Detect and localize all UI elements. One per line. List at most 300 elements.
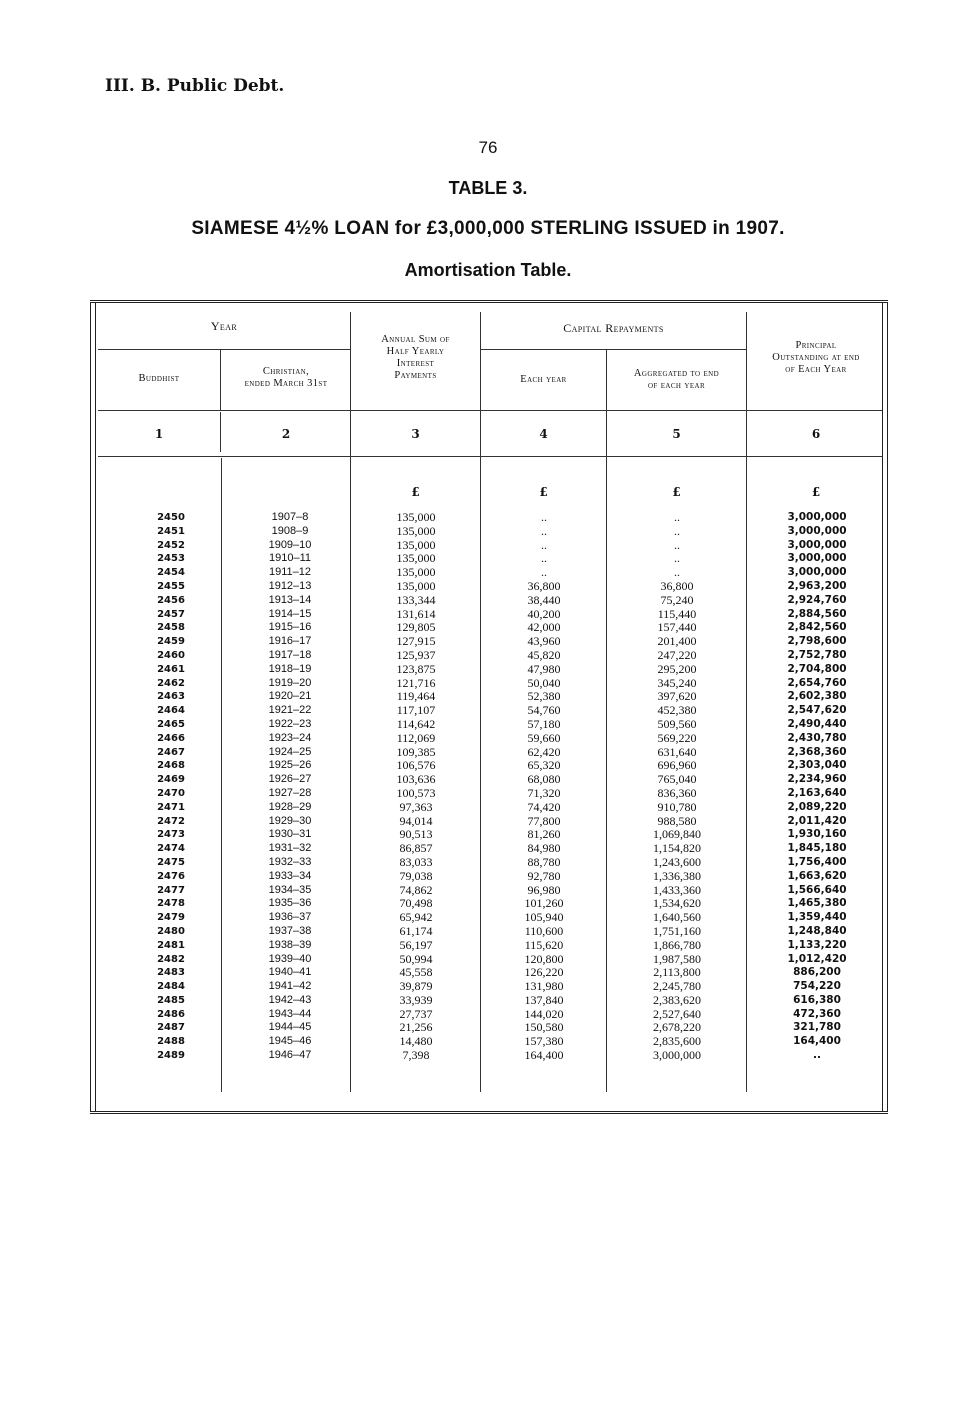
- principal-outstanding-cell: 2,011,420: [787, 814, 847, 827]
- principal-outstanding-cell: 2,490,440: [787, 717, 847, 730]
- repayment-aggregated-cell: 36,800: [660, 578, 694, 593]
- repayment-each-year-cell: 137,840: [524, 992, 564, 1007]
- interest-payment-cell: 106,576: [396, 758, 436, 773]
- currency-unit: £: [672, 485, 681, 499]
- repayment-aggregated-cell: 2,527,640: [653, 1006, 701, 1021]
- buddhist-year-cell: 2468: [157, 760, 185, 772]
- repayment-aggregated-cell: 157,440: [657, 620, 697, 635]
- repayment-aggregated-cell: ..: [674, 510, 680, 524]
- interest-payment-cell: 14,480: [399, 1034, 433, 1049]
- repayment-each-year-cell: 57,180: [527, 716, 561, 731]
- table-body: [90, 511, 888, 1063]
- table-row: [90, 608, 888, 622]
- christian-year-cell: 1927–28: [268, 786, 312, 799]
- interest-payment-cell: 123,875: [396, 661, 436, 676]
- interest-payment-cell: 117,107: [396, 703, 436, 718]
- interest-payment-cell: 135,000: [396, 523, 436, 538]
- header-interest-line4: Payments: [394, 370, 437, 381]
- interest-payment-cell: 133,344: [396, 592, 436, 607]
- repayment-each-year-cell: 126,220: [524, 965, 564, 980]
- table-row: [90, 1021, 888, 1035]
- interest-payment-cell: 79,038: [399, 868, 433, 883]
- repayment-aggregated-cell: 910,780: [657, 799, 697, 814]
- table-row: [90, 718, 888, 732]
- table-row: [90, 663, 888, 677]
- interest-payment-cell: 65,942: [399, 910, 433, 925]
- page-number: 76: [478, 138, 498, 157]
- buddhist-year-cell: 2452: [157, 539, 185, 551]
- table-subtitle: Amortisation Table.: [404, 260, 572, 280]
- buddhist-year-cell: 2453: [157, 553, 185, 565]
- interest-payment-cell: 27,737: [399, 1006, 433, 1021]
- christian-year-cell: 1932–33: [268, 855, 312, 868]
- buddhist-year-cell: 2487: [157, 1022, 185, 1034]
- principal-outstanding-cell: 1,756,400: [787, 855, 847, 868]
- repayment-each-year-cell: 96,980: [527, 882, 561, 897]
- repayment-aggregated-cell: 1,987,580: [653, 951, 701, 966]
- table-row: [90, 580, 888, 594]
- christian-year-cell: 1921–22: [268, 704, 312, 717]
- buddhist-year-cell: 2458: [157, 622, 185, 634]
- christian-year-cell: 1934–35: [268, 883, 312, 896]
- interest-payment-cell: 45,558: [399, 965, 433, 980]
- buddhist-year-cell: 2466: [157, 732, 185, 744]
- principal-outstanding-cell: 886,200: [793, 966, 841, 979]
- table-row: [90, 953, 888, 967]
- principal-outstanding-cell: 1,663,620: [787, 869, 847, 882]
- buddhist-year-cell: 2478: [157, 898, 185, 910]
- repayment-aggregated-cell: ..: [674, 537, 680, 552]
- christian-year-cell: 1930–31: [268, 828, 312, 841]
- table-row: [90, 552, 888, 566]
- buddhist-year-cell: 2460: [157, 649, 185, 661]
- principal-outstanding-cell: 616,380: [793, 993, 841, 1006]
- repayment-aggregated-cell: 1,336,380: [653, 868, 701, 883]
- repayment-each-year-cell: 115,620: [524, 937, 564, 952]
- interest-payment-cell: 33,939: [399, 992, 433, 1007]
- header-aggregated: [607, 368, 746, 392]
- buddhist-year-cell: 2469: [157, 774, 185, 786]
- header-christian: [222, 366, 350, 390]
- principal-outstanding-cell: 1,566,640: [787, 883, 847, 896]
- buddhist-year-cell: 2470: [157, 787, 185, 799]
- repayment-each-year-cell: ..: [541, 551, 547, 566]
- interest-payment-cell: 83,033: [399, 854, 433, 869]
- christian-year-cell: 1908–9: [271, 524, 309, 537]
- interest-payment-cell: 131,614: [396, 606, 436, 621]
- christian-year-cell: 1917–18: [268, 648, 312, 661]
- interest-payment-cell: 97,363: [399, 799, 433, 814]
- buddhist-year-cell: 2477: [157, 884, 185, 896]
- interest-payment-cell: 127,915: [396, 634, 436, 649]
- header-year: Year: [210, 319, 238, 333]
- interest-payment-cell: 39,879: [399, 979, 433, 994]
- interest-payment-cell: 135,000: [396, 537, 436, 552]
- principal-outstanding-cell: 2,654,760: [787, 676, 847, 689]
- repayment-each-year-cell: 88,780: [527, 854, 561, 869]
- repayment-each-year-cell: 45,820: [527, 647, 561, 662]
- principal-outstanding-cell: 1,133,220: [787, 938, 847, 951]
- interest-payment-cell: 135,000: [396, 578, 436, 593]
- principal-outstanding-cell: 2,163,640: [787, 786, 847, 799]
- repayment-each-year-cell: 71,320: [527, 785, 561, 800]
- principal-outstanding-cell: 2,234,960: [787, 773, 847, 786]
- buddhist-year-cell: 2451: [157, 525, 185, 537]
- table-row: [90, 773, 888, 787]
- christian-year-cell: 1938–39: [268, 938, 312, 951]
- christian-year-cell: 1944–45: [268, 1021, 312, 1034]
- repayment-aggregated-cell: 696,960: [657, 758, 697, 773]
- principal-outstanding-cell: 2,798,600: [787, 635, 847, 648]
- repayment-each-year-cell: 68,080: [527, 772, 561, 787]
- repayment-aggregated-cell: 201,400: [657, 634, 697, 649]
- header-principal-line1: Principal: [795, 340, 837, 351]
- buddhist-year-cell: 2473: [157, 829, 185, 841]
- header-principal-line2: Outstanding at end: [772, 352, 860, 363]
- table-row: [90, 594, 888, 608]
- column-number: 1: [154, 427, 164, 441]
- buddhist-year-cell: 2459: [157, 636, 185, 648]
- principal-outstanding-cell: 2,704,800: [787, 662, 847, 675]
- interest-payment-cell: 112,069: [396, 730, 436, 745]
- interest-payment-cell: 125,937: [396, 647, 436, 662]
- buddhist-year-cell: 2454: [157, 567, 185, 579]
- repayment-each-year-cell: 101,260: [524, 896, 564, 911]
- interest-payment-cell: 7,398: [402, 1048, 430, 1063]
- principal-outstanding-cell: 3,000,000: [787, 511, 847, 523]
- repayment-aggregated-cell: 1,866,780: [653, 937, 701, 952]
- repayment-aggregated-cell: 569,220: [657, 730, 697, 745]
- header-rule: [98, 349, 350, 350]
- buddhist-year-cell: 2484: [157, 981, 185, 993]
- buddhist-year-cell: 2476: [157, 870, 185, 882]
- repayment-aggregated-cell: 631,640: [657, 744, 697, 759]
- header-interest: [351, 334, 480, 382]
- repayment-aggregated-cell: 247,220: [657, 647, 697, 662]
- repayment-aggregated-cell: 115,440: [657, 606, 697, 621]
- repayment-each-year-cell: 150,580: [524, 1020, 564, 1035]
- buddhist-year-cell: 2479: [157, 912, 185, 924]
- christian-year-cell: 1924–25: [268, 745, 312, 758]
- buddhist-year-cell: 2481: [157, 939, 185, 951]
- repayment-aggregated-cell: 1,243,600: [653, 854, 701, 869]
- table-row: [90, 897, 888, 911]
- column-number: 2: [281, 427, 291, 441]
- header-christian-line1: Christian,: [262, 366, 310, 377]
- table-row: [90, 842, 888, 856]
- interest-payment-cell: 70,498: [399, 896, 433, 911]
- principal-outstanding-cell: 3,000,000: [787, 552, 847, 565]
- repayment-each-year-cell: ..: [541, 510, 547, 524]
- principal-outstanding-cell: 321,780: [793, 1021, 841, 1034]
- table-row: [90, 511, 888, 525]
- table-row: [90, 856, 888, 870]
- repayment-each-year-cell: 81,260: [527, 827, 561, 842]
- principal-outstanding-cell: 2,963,200: [787, 579, 847, 592]
- repayment-each-year-cell: 40,200: [527, 606, 561, 621]
- christian-year-cell: 1933–34: [268, 869, 312, 882]
- table-row: [90, 801, 888, 815]
- interest-payment-cell: 121,716: [396, 675, 436, 690]
- buddhist-year-cell: 2457: [157, 608, 185, 620]
- repayment-each-year-cell: 50,040: [527, 675, 561, 690]
- interest-payment-cell: 135,000: [396, 551, 436, 566]
- christian-year-cell: 1909–10: [268, 538, 312, 551]
- table-row: [90, 939, 888, 953]
- repayment-aggregated-cell: 1,069,840: [653, 827, 701, 842]
- header-capital-repayments: Capital Repayments: [563, 321, 664, 335]
- interest-payment-cell: 56,197: [399, 937, 433, 952]
- buddhist-year-cell: 2480: [157, 925, 185, 937]
- repayment-aggregated-cell: 509,560: [657, 716, 697, 731]
- interest-payment-cell: 114,642: [396, 716, 436, 731]
- repayment-each-year-cell: ..: [541, 523, 547, 538]
- christian-year-cell: 1937–38: [268, 924, 312, 937]
- repayment-each-year-cell: 92,780: [527, 868, 561, 883]
- column-number: 3: [411, 427, 420, 441]
- principal-outstanding-cell: 2,842,560: [787, 621, 847, 634]
- repayment-aggregated-cell: 75,240: [660, 592, 694, 607]
- principal-outstanding-cell: 754,220: [793, 980, 841, 993]
- header-buddhist: Buddhist: [138, 373, 180, 384]
- buddhist-year-cell: 2463: [157, 691, 185, 703]
- section-label: III. B. Public Debt.: [105, 76, 285, 96]
- christian-year-cell: 1913–14: [268, 593, 312, 606]
- column-number: 5: [672, 427, 681, 441]
- principal-outstanding-cell: 1,359,440: [787, 911, 847, 924]
- repayment-aggregated-cell: 1,640,560: [653, 910, 701, 925]
- buddhist-year-cell: 2462: [157, 677, 185, 689]
- table-row: [90, 732, 888, 746]
- principal-outstanding-cell: 3,000,000: [787, 566, 847, 579]
- table-row: [90, 649, 888, 663]
- christian-year-cell: 1915–16: [268, 621, 312, 634]
- repayment-each-year-cell: 38,440: [527, 592, 561, 607]
- table-row: [90, 690, 888, 704]
- repayment-aggregated-cell: 1,751,160: [653, 923, 701, 938]
- header-principal-line3: of Each Year: [785, 364, 847, 375]
- table-row: [90, 539, 888, 553]
- table-row: [90, 1035, 888, 1049]
- currency-unit: £: [811, 485, 821, 499]
- table-row: [90, 884, 888, 898]
- table-row: [90, 1008, 888, 1022]
- repayment-each-year-cell: 62,420: [527, 744, 561, 759]
- christian-year-cell: 1943–44: [268, 1007, 312, 1020]
- header-each-year: Each year: [520, 374, 567, 385]
- repayment-each-year-cell: 42,000: [527, 620, 561, 635]
- principal-outstanding-cell: 2,368,360: [787, 745, 847, 758]
- header-principal: [747, 340, 885, 376]
- christian-year-cell: 1916–17: [268, 635, 312, 648]
- interest-payment-cell: 100,573: [396, 785, 436, 800]
- interest-payment-cell: 119,464: [396, 689, 436, 704]
- repayment-aggregated-cell: 345,240: [657, 675, 697, 690]
- interest-payment-cell: 94,014: [399, 813, 433, 828]
- christian-year-cell: 1935–36: [268, 897, 312, 910]
- principal-outstanding-cell: 3,000,000: [787, 524, 847, 537]
- repayment-each-year-cell: 52,380: [527, 689, 561, 704]
- principal-outstanding-cell: 1,930,160: [787, 828, 847, 841]
- header-aggregated-line2: of each year: [647, 380, 706, 391]
- table-row: [90, 566, 888, 580]
- repayment-aggregated-cell: 2,835,600: [653, 1034, 701, 1049]
- principal-outstanding-cell: 2,089,220: [787, 800, 847, 813]
- buddhist-year-cell: 2465: [157, 718, 185, 730]
- interest-payment-cell: 135,000: [396, 565, 436, 580]
- table-row: [90, 621, 888, 635]
- repayment-each-year-cell: 43,960: [527, 634, 561, 649]
- repayment-each-year-cell: 54,760: [527, 703, 561, 718]
- principal-outstanding-cell: 2,303,040: [787, 759, 847, 772]
- repayment-aggregated-cell: 836,360: [657, 785, 697, 800]
- repayment-aggregated-cell: 452,380: [657, 703, 697, 718]
- column-divider: [220, 412, 221, 452]
- repayment-aggregated-cell: ..: [674, 523, 680, 538]
- principal-outstanding-cell: 2,547,620: [787, 704, 847, 717]
- christian-year-cell: 1936–37: [268, 911, 312, 924]
- buddhist-year-cell: 2486: [157, 1008, 185, 1020]
- christian-year-cell: 1911–12: [268, 566, 311, 579]
- principal-outstanding-cell: 2,924,760: [787, 593, 847, 606]
- repayment-each-year-cell: 105,940: [524, 910, 564, 925]
- interest-payment-cell: 129,805: [396, 620, 436, 635]
- buddhist-year-cell: 2485: [157, 994, 185, 1006]
- header-rule: [98, 456, 882, 457]
- repayment-aggregated-cell: ..: [674, 565, 680, 580]
- christian-year-cell: 1940–41: [268, 966, 312, 979]
- repayment-each-year-cell: 65,320: [527, 758, 561, 773]
- christian-year-cell: 1920–21: [268, 690, 312, 703]
- principal-outstanding-cell: 2,430,780: [787, 731, 847, 744]
- table-row: [90, 635, 888, 649]
- column-divider: [220, 350, 221, 410]
- repayment-aggregated-cell: 1,433,360: [653, 882, 701, 897]
- principal-outstanding-cell: 1,465,380: [787, 897, 847, 910]
- interest-payment-cell: 109,385: [396, 744, 436, 759]
- repayment-each-year-cell: 110,600: [524, 923, 564, 938]
- repayment-aggregated-cell: 988,580: [657, 813, 697, 828]
- repayment-each-year-cell: 47,980: [527, 661, 561, 676]
- repayment-each-year-cell: 84,980: [527, 841, 561, 856]
- christian-year-cell: 1946–47: [268, 1049, 312, 1062]
- christian-year-cell: 1914–15: [268, 607, 312, 620]
- buddhist-year-cell: 2467: [157, 746, 185, 758]
- table-row: [90, 1049, 888, 1063]
- christian-year-cell: 1931–32: [268, 842, 312, 855]
- table-row: [90, 704, 888, 718]
- christian-year-cell: 1912–13: [268, 579, 312, 592]
- principal-outstanding-cell: 472,360: [793, 1007, 841, 1020]
- buddhist-year-cell: 2456: [157, 594, 185, 606]
- repayment-each-year-cell: ..: [541, 565, 547, 580]
- header-interest-line2: Half Yearly: [386, 346, 445, 357]
- currency-unit: £: [411, 485, 420, 499]
- repayment-aggregated-cell: 1,534,620: [653, 896, 701, 911]
- table-row: [90, 994, 888, 1008]
- repayment-aggregated-cell: 2,245,780: [653, 979, 701, 994]
- interest-payment-cell: 50,994: [399, 951, 433, 966]
- repayment-aggregated-cell: 295,200: [657, 661, 697, 676]
- repayment-aggregated-cell: 765,040: [657, 772, 697, 787]
- interest-payment-cell: 21,256: [399, 1020, 433, 1035]
- principal-outstanding-cell: 3,000,000: [787, 538, 847, 551]
- buddhist-year-cell: 2475: [157, 856, 185, 868]
- buddhist-year-cell: 2464: [157, 705, 185, 717]
- buddhist-year-cell: 2471: [157, 801, 185, 813]
- table-row: [90, 966, 888, 980]
- repayment-each-year-cell: 36,800: [527, 578, 561, 593]
- interest-payment-cell: 135,000: [396, 510, 436, 524]
- christian-year-cell: 1925–26: [268, 759, 312, 772]
- table-row: [90, 925, 888, 939]
- table-row: [90, 815, 888, 829]
- currency-unit: £: [539, 485, 548, 499]
- christian-year-cell: 1929–30: [268, 814, 312, 827]
- buddhist-year-cell: 2474: [157, 843, 185, 855]
- christian-year-cell: 1942–43: [268, 993, 312, 1006]
- christian-year-cell: 1939–40: [268, 952, 312, 965]
- principal-outstanding-cell: 2,602,380: [787, 690, 847, 703]
- buddhist-year-cell: 2483: [157, 967, 185, 979]
- christian-year-cell: 1928–29: [268, 800, 312, 813]
- interest-payment-cell: 103,636: [396, 772, 436, 787]
- principal-outstanding-cell: 164,400: [793, 1035, 841, 1048]
- table-row: [90, 911, 888, 925]
- buddhist-year-cell: 2489: [157, 1050, 185, 1062]
- repayment-aggregated-cell: 397,620: [657, 689, 697, 704]
- table-row: [90, 759, 888, 773]
- repayment-each-year-cell: 74,420: [527, 799, 561, 814]
- interest-payment-cell: 61,174: [399, 923, 433, 938]
- principal-outstanding-cell: 2,752,780: [787, 648, 847, 661]
- principal-outstanding-cell: 1,012,420: [787, 952, 847, 965]
- interest-payment-cell: 86,857: [399, 841, 433, 856]
- repayment-each-year-cell: 77,800: [527, 813, 561, 828]
- repayment-aggregated-cell: 2,383,620: [653, 992, 701, 1007]
- column-number: 6: [811, 427, 821, 441]
- principal-outstanding-cell: 2,884,560: [787, 607, 847, 620]
- repayment-aggregated-cell: 1,154,820: [653, 841, 701, 856]
- principal-outstanding-cell: ..: [813, 1049, 821, 1062]
- christian-year-cell: 1945–46: [268, 1035, 312, 1048]
- table-title: SIAMESE 4½% LOAN for £3,000,000 STERLING ISSUED in 1907.: [191, 218, 785, 239]
- interest-payment-cell: 74,862: [399, 882, 433, 897]
- header-christian-line2: ended March 31st: [244, 378, 328, 389]
- buddhist-year-cell: 2455: [157, 580, 185, 592]
- christian-year-cell: 1923–24: [268, 731, 312, 744]
- table-row: [90, 870, 888, 884]
- buddhist-year-cell: 2450: [157, 512, 185, 523]
- buddhist-year-cell: 2461: [157, 663, 185, 675]
- repayment-each-year-cell: ..: [541, 537, 547, 552]
- repayment-aggregated-cell: ..: [674, 551, 680, 566]
- christian-year-cell: 1926–27: [268, 773, 312, 786]
- table-row: [90, 525, 888, 539]
- christian-year-cell: 1918–19: [268, 662, 312, 675]
- repayment-each-year-cell: 131,980: [524, 979, 564, 994]
- christian-year-cell: 1919–20: [268, 676, 312, 689]
- table-row: [90, 980, 888, 994]
- table-row: [90, 787, 888, 801]
- christian-year-cell: 1907–8: [271, 511, 309, 523]
- repayment-aggregated-cell: 2,113,800: [653, 965, 701, 980]
- buddhist-year-cell: 2472: [157, 815, 185, 827]
- principal-outstanding-cell: 1,845,180: [787, 842, 847, 855]
- repayment-each-year-cell: 59,660: [527, 730, 561, 745]
- repayment-aggregated-cell: 2,678,220: [653, 1020, 701, 1035]
- header-interest-line1: Annual Sum of: [381, 334, 450, 345]
